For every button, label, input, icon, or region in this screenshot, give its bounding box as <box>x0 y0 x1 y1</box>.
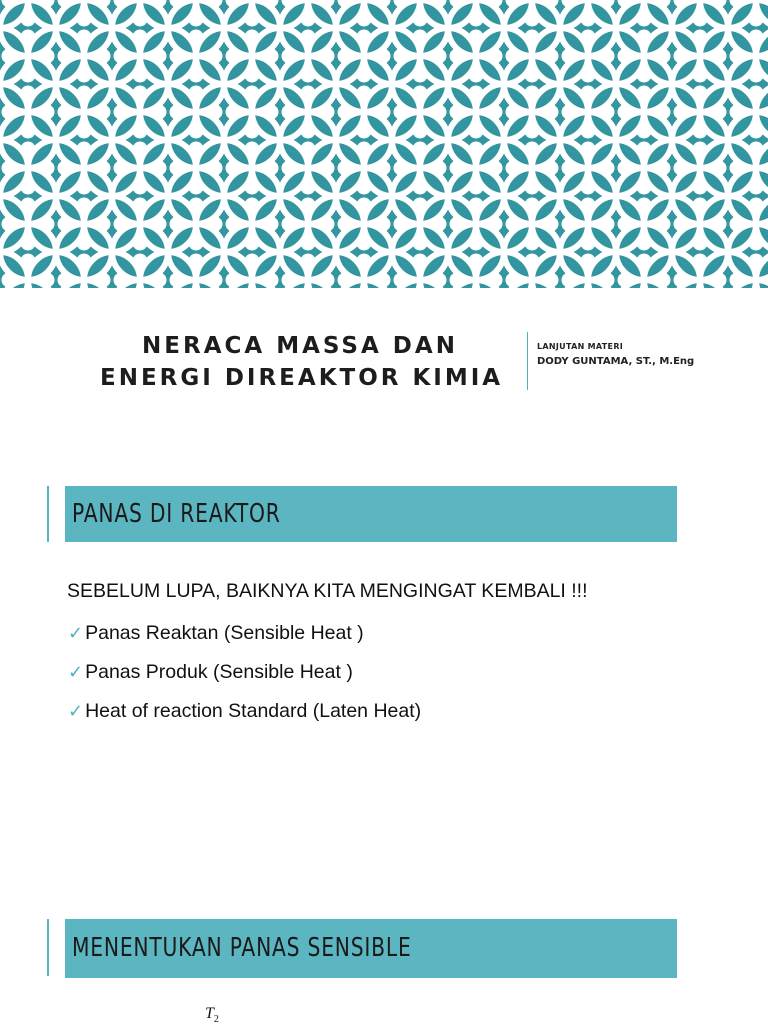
check-icon: ✓ <box>68 623 83 644</box>
section-marker <box>47 919 49 976</box>
section-marker <box>47 486 49 542</box>
formula-fragment <box>205 1005 219 1025</box>
section-banner-panas-di-reaktor <box>65 486 677 542</box>
section-banner-label: MENENTUKAN PANAS SENSIBLE <box>72 919 412 978</box>
list-item <box>68 657 421 696</box>
check-icon: ✓ <box>68 662 83 683</box>
bullet-list <box>68 618 421 735</box>
formula-subscript: 2 <box>214 1014 219 1025</box>
section-heading: SEBELUM LUPA, BAIKNYA KITA MENGINGAT KEMBALI !!! <box>67 580 588 603</box>
check-icon: ✓ <box>68 701 83 722</box>
list-item <box>68 696 421 735</box>
title-line-1: NERACA MASSA DAN <box>100 330 500 362</box>
title-divider <box>527 332 528 390</box>
title-line-2: ENERGI DIREAKTOR KIMIA <box>100 362 500 394</box>
section-banner-menentukan-panas-sensible <box>65 919 677 978</box>
formula-symbol: T <box>205 1005 214 1022</box>
author-line: DODY GUNTAMA, ST., M.Eng <box>537 356 694 367</box>
list-item-text: Panas Reaktan (Sensible Heat ) <box>85 622 364 644</box>
list-item <box>68 618 421 657</box>
list-item-text: Heat of reaction Standard (Laten Heat) <box>85 700 421 722</box>
section-banner-label: PANAS DI REAKTOR <box>72 486 281 542</box>
decorative-pattern <box>0 0 768 288</box>
presentation-title <box>100 330 500 394</box>
list-item-text: Panas Produk (Sensible Heat ) <box>85 661 353 683</box>
subtitle-line: LANJUTAN MATERI <box>537 342 694 351</box>
subtitle-block <box>537 342 694 367</box>
